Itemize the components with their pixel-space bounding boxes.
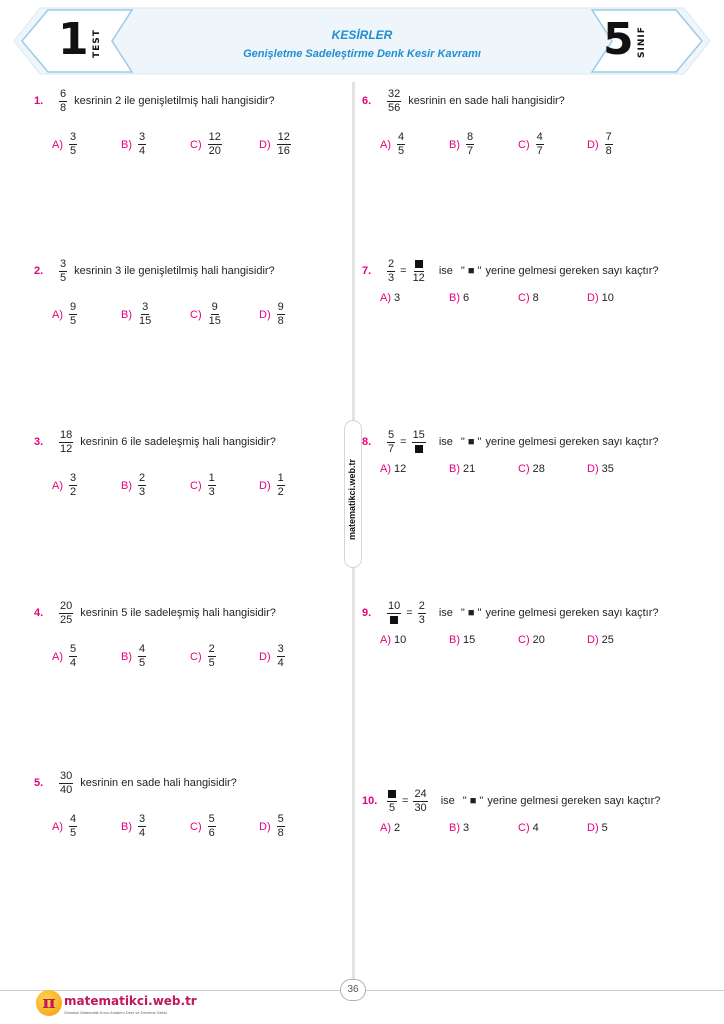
equation-right-fraction [412, 259, 426, 284]
option-d[interactable] [259, 132, 328, 157]
option-label: D) [587, 822, 599, 834]
option-label: A) [380, 292, 391, 304]
question-stem [34, 598, 276, 628]
equation-right-fraction [418, 601, 426, 626]
option-label: A) [380, 822, 391, 834]
fraction-value: 2 [418, 599, 425, 612]
option-a[interactable] [380, 132, 449, 157]
fraction-numerator: 12 [208, 131, 221, 143]
fraction-value: 3 [418, 613, 425, 626]
option-label: C) [518, 634, 530, 646]
option-c[interactable] [190, 473, 259, 498]
option-fraction [277, 473, 285, 498]
option-label: C) [518, 292, 530, 304]
fraction-denominator: 7 [536, 145, 543, 157]
option-label: C) [518, 138, 530, 151]
option-a[interactable] [380, 822, 449, 834]
question-number: 8. [362, 436, 372, 448]
fraction-value: 5 [388, 428, 395, 441]
option-fraction [277, 644, 285, 669]
fraction-numerator: 3 [277, 643, 284, 655]
question-number: 3. [34, 436, 44, 448]
question-stem [362, 786, 660, 816]
option-fraction [138, 473, 146, 498]
option-label: B) [449, 822, 460, 834]
fraction-numerator: 3 [142, 301, 149, 313]
question-text: kesrinin 2 ile genişletilmiş hali hangisidir? [74, 95, 275, 107]
page-header [0, 0, 724, 82]
option-b[interactable] [121, 132, 190, 157]
fraction-numerator: 1 [277, 472, 284, 484]
option-fraction [277, 302, 285, 327]
option-b[interactable] [449, 822, 518, 834]
grade-number: 5 [603, 14, 634, 65]
option-value: 6 [463, 292, 470, 304]
option-c[interactable] [190, 644, 259, 669]
option-c[interactable] [518, 634, 587, 646]
logo-text: matematikci.web.tr [64, 994, 197, 1008]
option-label: B) [121, 138, 132, 151]
option-d[interactable] [259, 302, 328, 327]
question-text: kesrinin 6 ile sadeleşmiş hali hangisidir? [80, 436, 276, 448]
question-fraction [59, 430, 73, 455]
fraction-denominator: 6 [208, 827, 215, 839]
fraction-denominator: 12 [60, 442, 73, 455]
option-label: B) [121, 650, 132, 663]
fraction-denominator: 2 [277, 486, 284, 498]
question-stem [362, 86, 565, 116]
question-stem [34, 86, 275, 116]
option-d[interactable] [587, 634, 656, 646]
option-fraction [605, 132, 613, 157]
option-label: D) [587, 463, 599, 475]
equation-right-fraction [412, 430, 426, 455]
answer-options [52, 473, 328, 498]
question-number: 1. [34, 95, 44, 107]
option-fraction [69, 814, 77, 839]
option-fraction [69, 302, 77, 327]
fraction-denominator: 3 [208, 486, 215, 498]
option-label: B) [449, 634, 460, 646]
fraction-numerator: 4 [398, 131, 405, 143]
question-text: kesrinin 3 ile genişletilmiş hali hangisidir? [74, 265, 275, 277]
fraction-denominator: 4 [70, 657, 77, 669]
option-b[interactable] [121, 814, 190, 839]
option-label: C) [190, 138, 202, 151]
option-fraction [69, 473, 77, 498]
fraction-numerator: 30 [60, 769, 73, 782]
option-fraction [138, 814, 146, 839]
option-value: 12 [394, 463, 407, 475]
option-label: B) [121, 479, 132, 492]
question-stem [34, 427, 276, 457]
option-c[interactable] [518, 822, 587, 834]
fraction-numerator: 3 [139, 813, 146, 825]
fraction-denominator: 15 [208, 315, 221, 327]
option-d[interactable] [587, 292, 656, 304]
option-value: 8 [532, 292, 539, 304]
answer-options [380, 132, 656, 157]
option-label: B) [449, 463, 460, 475]
fraction-numerator: 3 [60, 257, 67, 270]
question-fraction [59, 89, 67, 114]
answer-options [52, 132, 328, 157]
fraction-denominator: 5 [70, 827, 77, 839]
equation-left-fraction [387, 601, 401, 626]
fraction-denominator: 8 [60, 101, 67, 114]
option-value: 21 [463, 463, 476, 475]
question-text: yerine gelmesi gereken sayı kaçtır? [485, 436, 659, 448]
question-text: yerine gelmesi gereken sayı kaçtır? [485, 265, 659, 277]
answer-options [380, 292, 656, 304]
fraction-denominator: 15 [139, 315, 152, 327]
fraction-numerator: 9 [211, 301, 218, 313]
option-label: A) [380, 634, 391, 646]
fraction-numerator: 5 [70, 643, 77, 655]
option-value: 10 [394, 634, 407, 646]
fraction-numerator: 1 [208, 472, 215, 484]
equals-sign: = [400, 265, 407, 277]
option-fraction [138, 302, 152, 327]
fraction-denominator: 3 [139, 486, 146, 498]
option-label: A) [52, 479, 63, 492]
question-text: yerine gelmesi gereken sayı kaçtır? [487, 795, 661, 807]
fraction-value: 15 [412, 428, 425, 441]
question-fraction [387, 89, 401, 114]
option-value: 35 [601, 463, 614, 475]
side-label-text: matematikci.web.tr [347, 458, 357, 540]
option-b[interactable] [121, 302, 190, 327]
ise-word: ise [440, 795, 455, 807]
question-text: yerine gelmesi gereken sayı kaçtır? [485, 607, 659, 619]
option-label: D) [259, 650, 271, 663]
option-c[interactable] [190, 302, 259, 327]
fraction-numerator: 20 [60, 599, 73, 612]
pi-logo-icon: π [36, 990, 62, 1016]
option-a[interactable] [380, 292, 449, 304]
question-number: 9. [362, 607, 372, 619]
answer-options [52, 814, 328, 839]
fraction-denominator: 5 [139, 657, 146, 669]
option-fraction [397, 132, 405, 157]
fraction-numerator: 7 [605, 131, 612, 143]
answer-options [380, 634, 656, 646]
fraction-denominator: 7 [467, 145, 474, 157]
fraction-numerator: 3 [70, 472, 77, 484]
question-number: 6. [362, 95, 372, 107]
page-subtitle: Genişletme Sadeleştirme Denk Kesir Kavramı [243, 48, 481, 60]
equation-left-fraction [387, 789, 397, 814]
fraction-value: 30 [414, 801, 427, 814]
unknown-box-icon [415, 260, 423, 268]
option-label: C) [190, 479, 202, 492]
option-c[interactable] [518, 463, 587, 475]
option-fraction [208, 302, 222, 327]
fraction-numerator: 9 [277, 301, 284, 313]
fraction-denominator: 5 [70, 315, 77, 327]
answer-options [380, 463, 656, 475]
option-label: C) [190, 308, 202, 321]
option-b[interactable] [121, 473, 190, 498]
fraction-denominator: 20 [208, 145, 221, 157]
option-fraction [536, 132, 544, 157]
option-value: 25 [601, 634, 614, 646]
page-title: KESİRLER [331, 28, 393, 42]
fraction-numerator: 4 [536, 131, 543, 143]
option-label: D) [259, 820, 271, 833]
option-fraction [466, 132, 474, 157]
option-a[interactable] [380, 463, 449, 475]
question-stem [362, 256, 658, 286]
equation-left-fraction [387, 430, 395, 455]
option-c[interactable] [518, 132, 587, 157]
question-fraction [59, 259, 67, 284]
fraction-denominator: 56 [388, 101, 401, 114]
option-fraction [208, 473, 216, 498]
option-d[interactable] [587, 132, 656, 157]
option-c[interactable] [518, 292, 587, 304]
question-stem [362, 598, 658, 628]
fraction-denominator: 8 [277, 315, 284, 327]
symbol-quote: " ■ " [460, 265, 482, 277]
option-label: B) [449, 292, 460, 304]
option-label: B) [449, 138, 460, 151]
option-fraction [69, 644, 77, 669]
option-a[interactable] [52, 644, 121, 669]
option-c[interactable] [190, 132, 259, 157]
question-fraction [59, 601, 73, 626]
question-stem [34, 768, 237, 798]
option-fraction [138, 644, 146, 669]
fraction-denominator: 4 [139, 145, 146, 157]
option-label: C) [190, 820, 202, 833]
option-label: D) [587, 634, 599, 646]
option-label: A) [380, 463, 391, 475]
option-label: D) [259, 138, 271, 151]
question-fraction [59, 771, 73, 796]
fraction-value: 2 [388, 257, 395, 270]
fraction-numerator: 8 [467, 131, 474, 143]
fraction-numerator: 18 [60, 428, 73, 441]
option-value: 4 [532, 822, 539, 834]
option-a[interactable] [380, 634, 449, 646]
question-stem [34, 256, 275, 286]
option-value: 2 [394, 822, 401, 834]
option-value: 20 [532, 634, 545, 646]
page-number: 36 [340, 979, 366, 1001]
answer-options [52, 302, 328, 327]
option-label: C) [518, 463, 530, 475]
fraction-denominator: 5 [398, 145, 405, 157]
fraction-numerator: 4 [70, 813, 77, 825]
option-label: D) [587, 138, 599, 151]
option-label: B) [121, 308, 132, 321]
grade-label: SINIF [637, 26, 647, 58]
fraction-value: 24 [414, 787, 427, 800]
fraction-value: 12 [412, 271, 425, 284]
fraction-denominator: 8 [277, 827, 284, 839]
option-value: 10 [601, 292, 614, 304]
fraction-numerator: 3 [139, 131, 146, 143]
equals-sign: = [400, 436, 407, 448]
fraction-numerator: 6 [60, 87, 67, 100]
option-fraction [138, 132, 146, 157]
option-value: 3 [394, 292, 401, 304]
option-label: D) [259, 479, 271, 492]
fraction-numerator: 3 [70, 131, 77, 143]
option-b[interactable] [449, 463, 518, 475]
option-fraction [208, 132, 222, 157]
fraction-numerator: 4 [139, 643, 146, 655]
question-text: kesrinin en sade hali hangisidir? [80, 777, 237, 789]
equals-sign: = [406, 607, 413, 619]
question-number: 10. [362, 795, 378, 807]
option-label: A) [380, 138, 391, 151]
fraction-numerator: 2 [139, 472, 146, 484]
fraction-numerator: 9 [70, 301, 77, 313]
option-fraction [277, 814, 285, 839]
question-text: kesrinin 5 ile sadeleşmiş hali hangisidir? [80, 607, 276, 619]
fraction-value: 7 [388, 442, 395, 455]
question-number: 7. [362, 265, 372, 277]
fraction-denominator: 16 [277, 145, 290, 157]
fraction-numerator: 5 [277, 813, 284, 825]
question-stem [362, 427, 658, 457]
fraction-value: 3 [388, 271, 395, 284]
fraction-value: 5 [388, 801, 396, 814]
fraction-value: 10 [388, 599, 401, 612]
option-label: A) [52, 308, 63, 321]
fraction-denominator: 2 [70, 486, 77, 498]
unknown-box-icon [415, 445, 423, 453]
fraction-numerator: 2 [208, 643, 215, 655]
option-a[interactable] [52, 814, 121, 839]
fraction-denominator: 8 [605, 145, 612, 157]
fraction-numerator: 5 [208, 813, 215, 825]
option-d[interactable] [587, 463, 656, 475]
option-value: 15 [463, 634, 476, 646]
option-b[interactable] [121, 644, 190, 669]
option-label: C) [518, 822, 530, 834]
option-fraction [277, 132, 291, 157]
test-label: TEST [92, 29, 102, 58]
option-label: A) [52, 650, 63, 663]
option-fraction [69, 132, 77, 157]
option-fraction [208, 814, 216, 839]
option-value: 5 [601, 822, 608, 834]
unknown-box-icon [390, 616, 398, 624]
equation-right-fraction [413, 789, 427, 814]
fraction-denominator: 40 [60, 783, 73, 796]
ise-word: ise [438, 436, 453, 448]
answer-options [380, 822, 656, 834]
option-label: A) [52, 820, 63, 833]
option-d[interactable] [587, 822, 656, 834]
question-number: 2. [34, 265, 44, 277]
option-label: D) [259, 308, 271, 321]
option-label: D) [587, 292, 599, 304]
fraction-numerator: 32 [388, 87, 401, 100]
question-number: 5. [34, 777, 44, 789]
option-b[interactable] [449, 292, 518, 304]
symbol-quote: " ■ " [460, 436, 482, 448]
unknown-box-icon [388, 790, 396, 798]
equation-left-fraction [387, 259, 395, 284]
option-value: 28 [532, 463, 545, 475]
option-b[interactable] [449, 634, 518, 646]
option-a[interactable] [52, 302, 121, 327]
ise-word: ise [438, 607, 453, 619]
option-a[interactable] [52, 132, 121, 157]
symbol-quote: " ■ " [462, 795, 484, 807]
option-c[interactable] [190, 814, 259, 839]
fraction-denominator: 5 [60, 271, 67, 284]
equals-sign: = [402, 795, 409, 807]
question-number: 4. [34, 607, 44, 619]
option-value: 3 [463, 822, 470, 834]
fraction-denominator: 5 [208, 657, 215, 669]
option-label: A) [52, 138, 63, 151]
fraction-numerator: 12 [277, 131, 290, 143]
option-a[interactable] [52, 473, 121, 498]
fraction-denominator: 4 [139, 827, 146, 839]
logo-tagline: Ortaokul Matematik Konu Anlatımı Ders ve Deneme Sitesi [64, 1010, 167, 1015]
option-label: C) [190, 650, 202, 663]
fraction-denominator: 5 [70, 145, 77, 157]
option-d[interactable] [259, 644, 328, 669]
fraction-denominator: 4 [277, 657, 284, 669]
test-number: 1 [58, 14, 89, 65]
option-label: B) [121, 820, 132, 833]
option-fraction [208, 644, 216, 669]
option-d[interactable] [259, 814, 328, 839]
symbol-quote: " ■ " [460, 607, 482, 619]
option-b[interactable] [449, 132, 518, 157]
question-text: kesrinin en sade hali hangisidir? [408, 95, 565, 107]
option-d[interactable] [259, 473, 328, 498]
answer-options [52, 644, 328, 669]
fraction-denominator: 25 [60, 613, 73, 626]
ise-word: ise [438, 265, 453, 277]
